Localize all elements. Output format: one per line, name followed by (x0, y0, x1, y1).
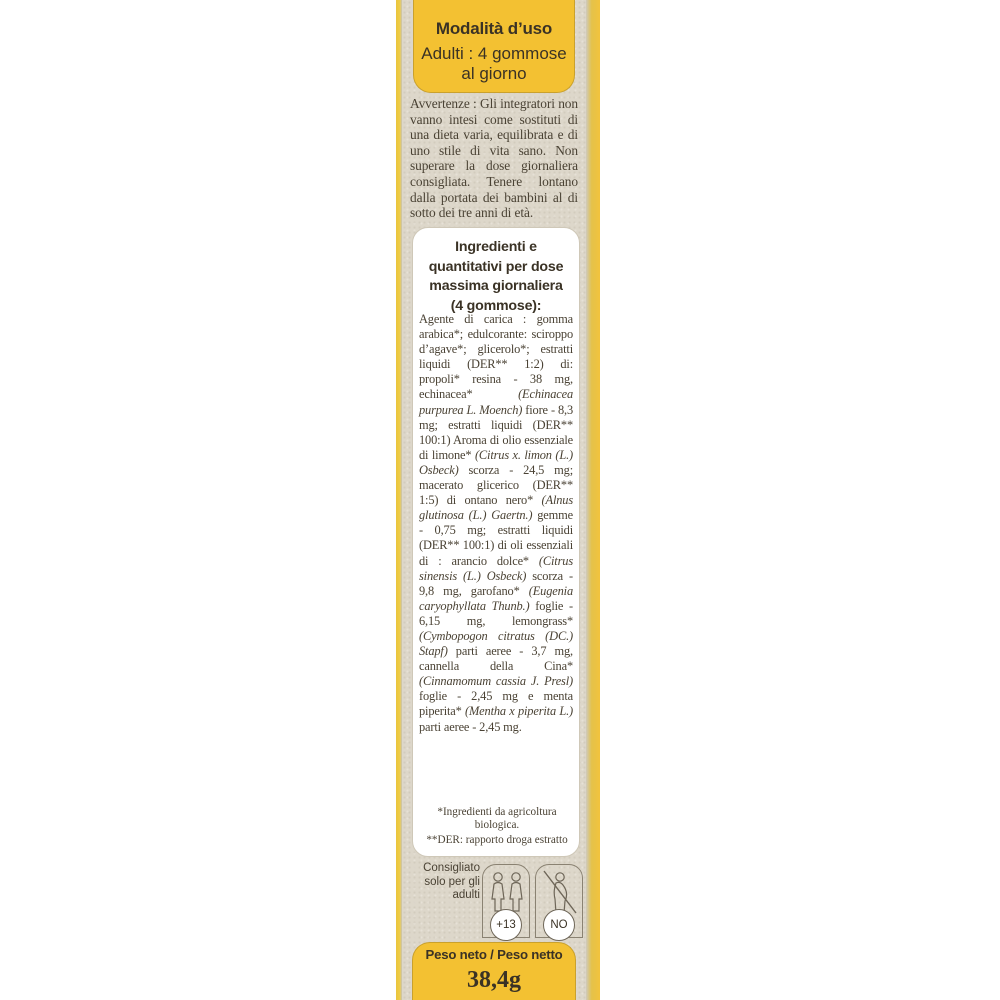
botanical-name: (Cymbopogon citratus (DC.) Stapf) (419, 628, 573, 659)
usage-line-1: Adulti : 4 gommose (421, 44, 567, 63)
children-icon (482, 864, 530, 938)
net-weight-value: 38,4g (467, 967, 521, 993)
usage-dosage (414, 44, 574, 84)
ingredients-title-line: (4 gommose): (450, 297, 542, 314)
ingredients-text: foglie - 2,45 mg e menta piperita* (419, 689, 573, 719)
ingredients-notes (417, 806, 577, 848)
net-weight-label: Peso neto / Peso netto (425, 947, 563, 962)
pregnant-woman-icon (535, 864, 583, 938)
ingredients-text: Agente di carica : gomma arabica*; edulcorante: sciroppo d’agave*; glicerolo*; estratti liquidi (DER** 1:2) di: propoli* resina - 38 mg, echinacea* (419, 312, 573, 402)
botanical-name: (Eugenia caryophyllata Thunb.) (419, 583, 573, 613)
ingredients-title-line: quantitativi per dose (428, 258, 564, 275)
adults-only-text: Consigliato solo per gli adulti (423, 862, 480, 901)
ingredients-list (419, 312, 573, 735)
ingredients-text: parti aeree - 3,7 mg, cannella della Cina* (419, 644, 573, 674)
label-panel (402, 0, 586, 1000)
der-note: **DER: rapporto droga estratto (426, 833, 568, 846)
recommendation-row (402, 862, 586, 942)
ingredients-box (412, 227, 580, 857)
botanical-name: (Citrus x. limon (L.) Osbeck) (419, 447, 573, 477)
ingredients-title-line: Ingredienti e (455, 239, 537, 255)
box-right-edge (586, 0, 600, 1000)
botanical-name: (Cinnamomum cassia J. Presl) (419, 674, 573, 689)
ingredients-title (413, 238, 579, 316)
botanical-name: (Mentha x piperita L.) (465, 704, 573, 719)
botanical-name: (Echinacea purpurea L. Moench) (419, 387, 573, 417)
organic-note: *Ingredienti da agricoltura biologica. (437, 806, 557, 832)
ingredients-text: scorza - 24,5 mg; macerato glicerico (DER** 1:5) di ontano nero* (419, 462, 573, 508)
ingredients-text: foglie - 6,15 mg, lemongrass* (419, 598, 573, 628)
botanical-name: (Citrus sinensis (L.) Osbeck) (419, 553, 573, 583)
usage-box (413, 0, 575, 93)
net-weight-box (412, 942, 576, 1000)
age-limit-badge: +13 (490, 909, 522, 941)
pregnancy-no-badge: NO (543, 909, 575, 941)
botanical-name: (Alnus glutinosa (L.) Gaertn.) (419, 493, 573, 523)
ingredients-title-line: massima giornaliera (429, 278, 563, 295)
ingredients-text: scorza - 9,8 mg, garofano* (419, 568, 573, 598)
usage-title: Modalità d’uso (435, 19, 553, 38)
ingredients-text: fiore - 8,3 mg; estratti liquidi (DER** 100:1) Aroma di olio essenziale di limone* (419, 402, 573, 462)
ingredients-text: gemme - 0,75 mg; estratti liquidi (DER** 100:1) di oli essenziali di : arancio dolce* (419, 508, 573, 568)
usage-line-2: al giorno (461, 64, 527, 83)
ingredients-text: parti aeree - 2,45 mg. (419, 719, 522, 734)
warning-text: Avvertenze : Gli integratori non vanno intesi come sostituti di una dieta varia, equilibrata e di uno stile di vita sano. Non superare la dose giornaliera consigliata. Tenere lontano dalla portata dei bambini al di sotto dei tre anni di età. (410, 96, 578, 221)
